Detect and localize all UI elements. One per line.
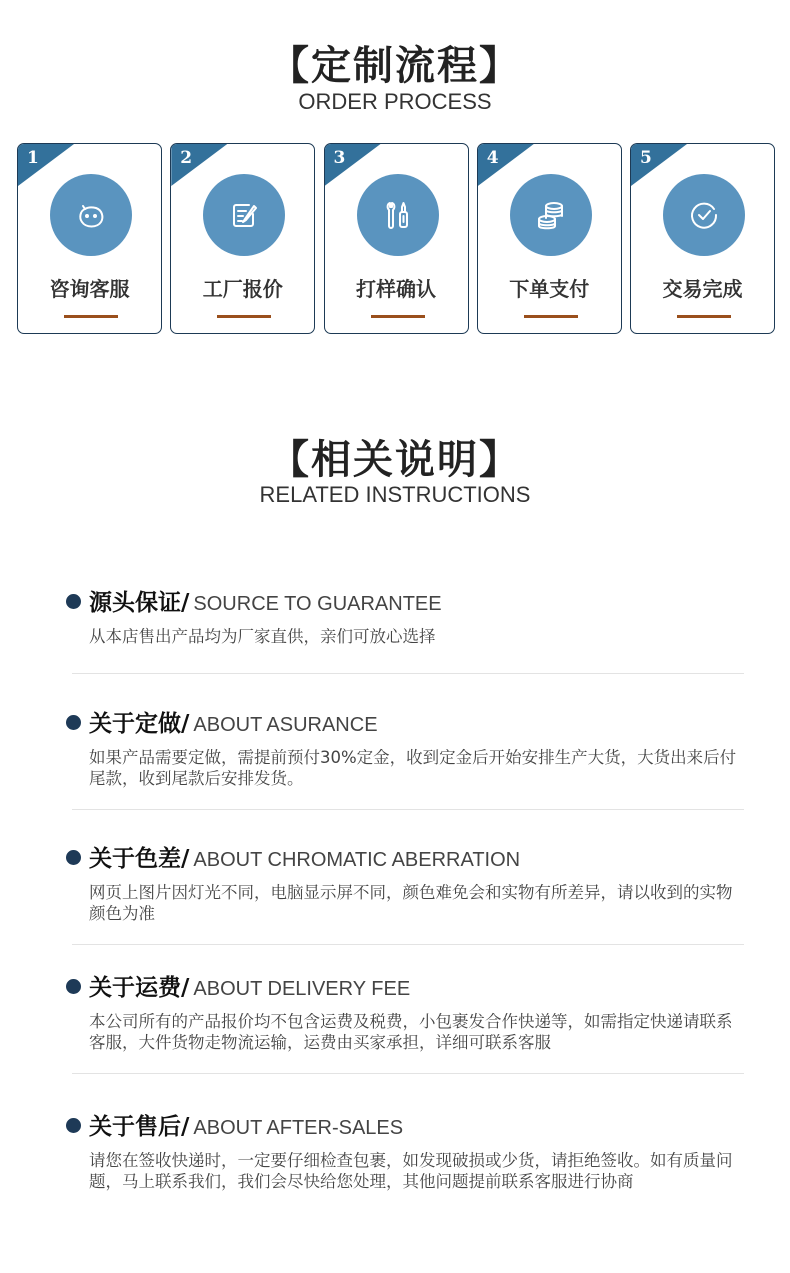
instruction-heading-cn: 关于定做/ — [89, 711, 190, 737]
edit-note-icon — [203, 174, 285, 256]
instruction-heading — [89, 1108, 403, 1141]
divider — [72, 944, 744, 945]
process-steps — [17, 143, 775, 336]
bullet-dot — [66, 594, 81, 609]
tools-icon — [357, 174, 439, 256]
check-circle-icon — [663, 174, 745, 256]
step-underline — [64, 315, 118, 318]
step-card-3 — [324, 143, 469, 334]
process-title: 【定制流程】 — [269, 43, 521, 89]
instruction-heading — [89, 969, 410, 1002]
step-underline — [217, 315, 271, 318]
divider — [72, 673, 744, 674]
step-number: 4 — [486, 148, 499, 168]
step-label: 下单支付 — [509, 277, 590, 301]
process-subtitle: ORDER PROCESS — [298, 89, 492, 114]
step-label: 工厂报价 — [202, 277, 283, 301]
bullet-dot — [66, 1118, 81, 1133]
step-underline — [677, 315, 731, 318]
bullet-dot — [66, 715, 81, 730]
bullet-dot — [66, 850, 81, 865]
instruction-heading-en: ABOUT DELIVERY FEE — [193, 978, 411, 1000]
divider — [72, 809, 744, 810]
divider — [72, 1073, 744, 1074]
instructions-subtitle: RELATED INSTRUCTIONS — [259, 482, 531, 507]
instruction-heading-en: ABOUT ASURANCE — [193, 714, 378, 736]
instruction-heading-cn: 源头保证/ — [89, 590, 190, 616]
step-card-1 — [17, 143, 162, 334]
instruction-heading-cn: 关于色差/ — [89, 846, 190, 872]
instruction-text: 从本店售出产品均为厂家直供，亲们可放心选择 — [89, 627, 436, 646]
instruction-heading-cn: 关于运费/ — [89, 975, 190, 1001]
coins-icon — [510, 174, 592, 256]
step-underline — [524, 315, 578, 318]
instruction-heading — [89, 584, 442, 617]
step-underline — [371, 315, 425, 318]
step-number: 1 — [27, 148, 39, 168]
step-number: 2 — [180, 148, 193, 168]
instruction-text: 本公司所有的产品报价均不包含运费及税费，小包裹发合作快递等，如需指定快递请联系客服，大件货物走物流运输，运费由买家承担，详细可联系客服 — [89, 1012, 733, 1052]
step-label: 打样确认 — [356, 277, 436, 301]
bullet-dot — [66, 979, 81, 994]
step-label: 咨询客服 — [49, 277, 130, 301]
instruction-heading-en: ABOUT CHROMATIC ABERRATION — [193, 849, 521, 871]
instructions-title: 【相关说明】 — [269, 437, 521, 483]
instruction-heading — [89, 705, 378, 738]
instruction-heading — [89, 840, 520, 873]
instruction-text: 如果产品需要定做，需提前预付30%定金，收到定金后开始安排生产大货，大货出来后付尾款，收到尾款后安排发货。 — [89, 748, 737, 788]
step-card-4 — [477, 143, 622, 334]
step-number: 5 — [640, 148, 652, 168]
step-card-5 — [630, 143, 775, 334]
instruction-text: 请您在签收快递时，一定要仔细检查包裹，如发现破损或少货，请拒绝签收。如有质量问题，马上联系我们，我们会尽快给您处理，其他问题提前联系客服进行协商 — [89, 1151, 733, 1191]
smile-chat-icon — [50, 174, 132, 256]
step-number: 3 — [333, 148, 346, 168]
instruction-heading-en: SOURCE TO GUARANTEE — [193, 593, 442, 615]
instruction-heading-cn: 关于售后/ — [89, 1114, 190, 1140]
step-label: 交易完成 — [662, 277, 743, 301]
instruction-heading-en: ABOUT AFTER-SALES — [193, 1117, 404, 1139]
step-card-2 — [170, 143, 315, 334]
instruction-text: 网页上图片因灯光不同，电脑显示屏不同，颜色难免会和实物有所差异，请以收到的实物颜色为准 — [89, 883, 733, 923]
